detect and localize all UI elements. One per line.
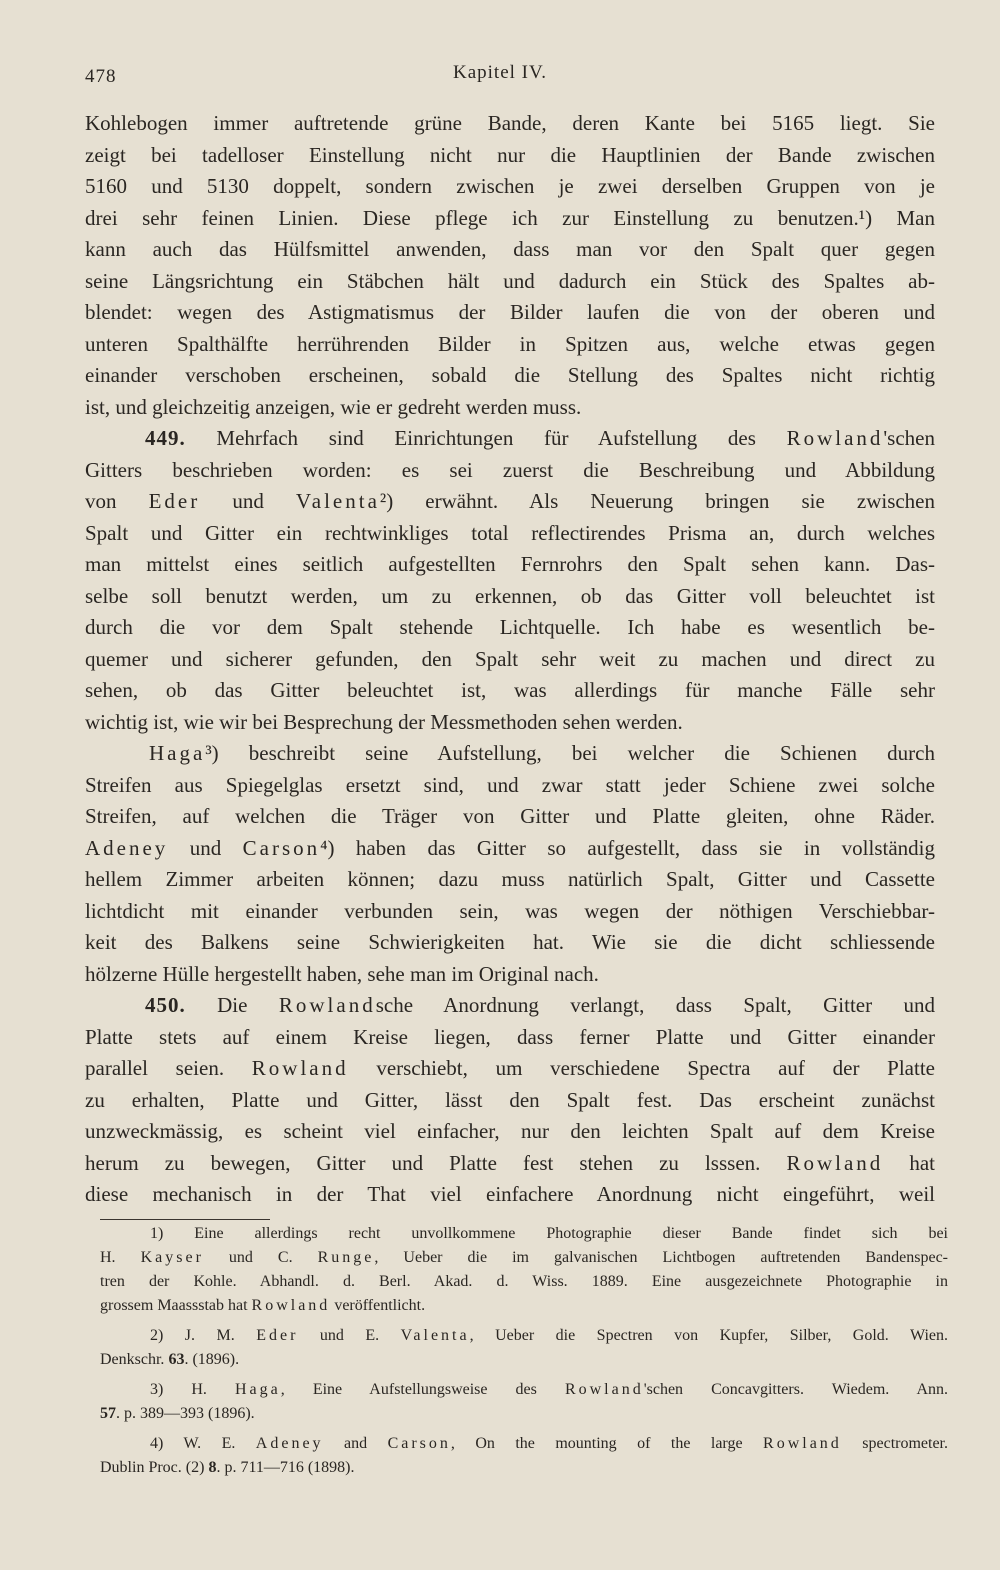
section-number: 450. [145, 993, 186, 1017]
text-run: H. [100, 1249, 141, 1266]
text-line: wichtig ist, wie wir bei Besprechung der Messmethoden sehen werden. [85, 709, 683, 734]
text-run: und [200, 489, 296, 513]
text-run: von [85, 489, 149, 513]
text-run: herum zu bewegen, Gitter und Platte fest stehen zu lsssen. [85, 1150, 787, 1175]
text-line: quemer und sicherer gefunden, den Spalt sehr weit zu machen und direct zu [85, 646, 935, 671]
footnote-3 [100, 1378, 948, 1402]
author-name: Carson [242, 835, 321, 860]
text-run: 2) J. M. [150, 1327, 257, 1344]
author-name: Rowland [786, 1150, 884, 1175]
text-line: kann auch das Hülfsmittel anwenden, dass man vor den Spalt quer gegen [85, 237, 935, 261]
text-line [85, 1053, 935, 1085]
footnote-line [100, 1348, 948, 1372]
text-run: , On the mounting of the large [450, 1435, 764, 1452]
text-run: . p. 389—393 (1896). [116, 1405, 255, 1422]
text-run: Die [185, 993, 279, 1017]
text-line: Kohlebogen immer auftretende grüne Bande, deren Kante bei 5165 liegt. Sie [85, 111, 935, 135]
section-449-heading-line [85, 423, 935, 455]
text-line: ist, und gleichzeitig anzeigen, wie er gedreht werden muss. [85, 394, 582, 419]
text-line: selbe soll benutzt werden, um zu erkennen, ob das Gitter voll beleuchtet ist [85, 583, 935, 608]
text-line: man mittelst eines seitlich aufgestellten Fernrohrs den Spalt sehen kann. Das- [85, 552, 935, 576]
author-name: Rowland [251, 1056, 349, 1080]
text-run: , Eine Aufstellungsweise des [280, 1381, 565, 1398]
text-run: , Ueber die Spectren von Kupfer, Silber, Gold. Wien. [469, 1327, 948, 1344]
text-run: und [168, 835, 243, 860]
footnote-line [100, 1402, 948, 1426]
section-450-heading-line [85, 990, 935, 1022]
text-line: einander verschoben erscheinen, sobald die Stellung des Spaltes nicht richtig [85, 363, 935, 387]
footnote-4 [100, 1432, 948, 1456]
text-line: durch die vor dem Spalt stehende Lichtquelle. Ich habe es wesentlich be- [85, 615, 935, 639]
text-line: lichtdicht mit einander verbunden sein, was wegen der nöthigen Verschiebbar- [85, 898, 935, 923]
text-run: und E. [298, 1327, 401, 1344]
text-line: zu erhalten, Platte und Gitter, lässt den Spalt fest. Das erscheint zunächst [85, 1087, 935, 1112]
author-name: Adeney [85, 835, 169, 860]
author-name: Rowland [251, 1297, 331, 1314]
text-line: keit des Balkens seine Schwierigkeiten hat. Wie sie die dicht schliessende [85, 930, 935, 954]
text-run: und C. [203, 1249, 318, 1266]
volume-number: 8 [208, 1459, 217, 1476]
author-name: Valenta [295, 489, 380, 513]
section-number: 449. [145, 426, 186, 450]
text-run: 4) W. E. [150, 1435, 256, 1452]
text-run: 'schen [883, 426, 935, 450]
text-line: Streifen aus Spiegelglas ersetzt sind, und zwar statt jeder Schiene zwei solche [85, 772, 935, 797]
text-run: veröffentlicht. [330, 1297, 426, 1314]
footnote-2 [100, 1324, 948, 1348]
footnote-1: 1) Eine allerdings recht unvollkommene Photographie dieser Bande findet sich bei [150, 1225, 948, 1242]
text-run: hat [883, 1150, 935, 1175]
text-run: , Ueber die im galvanischen Lichtbogen auftretenden Bandenspec- [374, 1249, 948, 1266]
footnote-line [100, 1246, 948, 1270]
author-name: Valenta [400, 1327, 470, 1344]
text-run: parallel seien. [85, 1056, 252, 1080]
text-run: grossem Maassstab hat [100, 1297, 252, 1314]
text-line: unzweckmässig, es scheint viel einfacher, nur den leichten Spalt auf dem Kreise [85, 1119, 935, 1143]
text-run: spectrometer. [841, 1435, 948, 1452]
footnote-line: tren der Kohle. Abhandl. d. Berl. Akad. d. Wiss. 1889. Eine ausgezeichnete Photographie in [100, 1273, 948, 1290]
text-run: Dublin Proc. (2) [100, 1459, 209, 1476]
author-name: Eder [256, 1327, 299, 1344]
text-run: ³) beschreibt seine Aufstellung, bei welcher die Schienen durch [205, 741, 935, 765]
text-line [85, 833, 935, 865]
footnote-line [100, 1456, 948, 1480]
text-run: ²) erwähnt. Als Neuerung bringen sie zwischen [379, 489, 935, 513]
volume-number: 63 [168, 1351, 185, 1368]
page-number: 478 [85, 66, 117, 87]
text-run: 3) H. [150, 1381, 235, 1398]
text-line: Gitters beschrieben worden: es sei zuerst die Beschreibung und Abbildung [85, 457, 935, 482]
text-line: Spalt und Gitter ein rechtwinkliges total reflectirendes Prisma an, durch welches [85, 520, 935, 545]
text-line [85, 1148, 935, 1180]
volume-number: 57 [100, 1405, 116, 1422]
text-run: . p. 711—716 (1898). [216, 1459, 355, 1476]
text-line: hellem Zimmer arbeiten können; dazu muss natürlich Spalt, Gitter und Cassette [85, 867, 935, 891]
text-run: Mehrfach sind Einrichtungen für Aufstellung des [185, 426, 787, 450]
text-line: Streifen, auf welchen die Träger von Gitter und Platte gleiten, ohne Räder. [85, 804, 935, 828]
text-line: unteren Spalthälfte herrührenden Bilder in Spitzen aus, welche etwas gegen [85, 331, 935, 356]
text-line: hölzerne Hülle hergestellt haben, sehe man im Original nach. [85, 961, 599, 986]
text-line: zeigt bei tadelloser Einstellung nicht nur die Hauptlinien der Bande zwischen [85, 142, 935, 167]
text-line [85, 738, 935, 770]
footnotes [100, 1222, 948, 1480]
main-text [85, 108, 935, 1211]
text-run: Denkschr. [100, 1351, 169, 1368]
text-run: 'schen Concavgitters. Wiedem. Ann. [643, 1381, 948, 1398]
text-line: sehen, ob das Gitter beleuchtet ist, was allerdings für manche Fälle sehr [85, 678, 935, 702]
page-header [85, 62, 915, 102]
author-name: Carson [387, 1435, 451, 1452]
text-line: diese mechanisch in der That viel einfachere Anordnung nicht eingeführt, weil [85, 1182, 935, 1206]
running-head: Kapitel IV. [452, 62, 548, 83]
author-name: Rowland [763, 1435, 842, 1452]
author-name: Eder [148, 489, 201, 513]
text-line: drei sehr feinen Linien. Diese pflege ich zur Einstellung zu benutzen.¹) Man [85, 205, 935, 230]
text-line: blendet: wegen des Astigmatismus der Bilder laufen die von der oberen und [85, 300, 935, 324]
text-line: 5160 und 5130 doppelt, sondern zwischen je zwei derselben Gruppen von je [85, 174, 935, 198]
text-run: . (1896). [184, 1351, 240, 1368]
text-run: verschiebt, um verschiedene Spectra auf der Platte [348, 1056, 935, 1080]
text-line: seine Längsrichtung ein Stäbchen hält und dadurch ein Stück des Spaltes ab- [85, 268, 935, 293]
text-run: and [323, 1435, 388, 1452]
author-name: Runge [317, 1249, 375, 1266]
text-run: ⁴) haben das Gitter so aufgestellt, dass sie in vollständig [320, 835, 935, 860]
text-line: Platte stets auf einem Kreise liegen, dass ferner Platte und Gitter einander [85, 1024, 935, 1049]
author-name: Rowland [564, 1381, 644, 1398]
footnote-line [100, 1294, 948, 1318]
text-line [85, 486, 935, 518]
author-name: Kayser [140, 1249, 204, 1266]
author-name: Haga [149, 741, 206, 765]
text-run: sche Anordnung verlangt, dass Spalt, Gitter und [375, 993, 935, 1017]
footnote-divider [100, 1219, 270, 1220]
author-name: Rowland [278, 993, 376, 1017]
author-name: Rowland [786, 426, 884, 450]
author-name: Adeney [255, 1435, 324, 1452]
author-name: Haga [235, 1381, 281, 1398]
